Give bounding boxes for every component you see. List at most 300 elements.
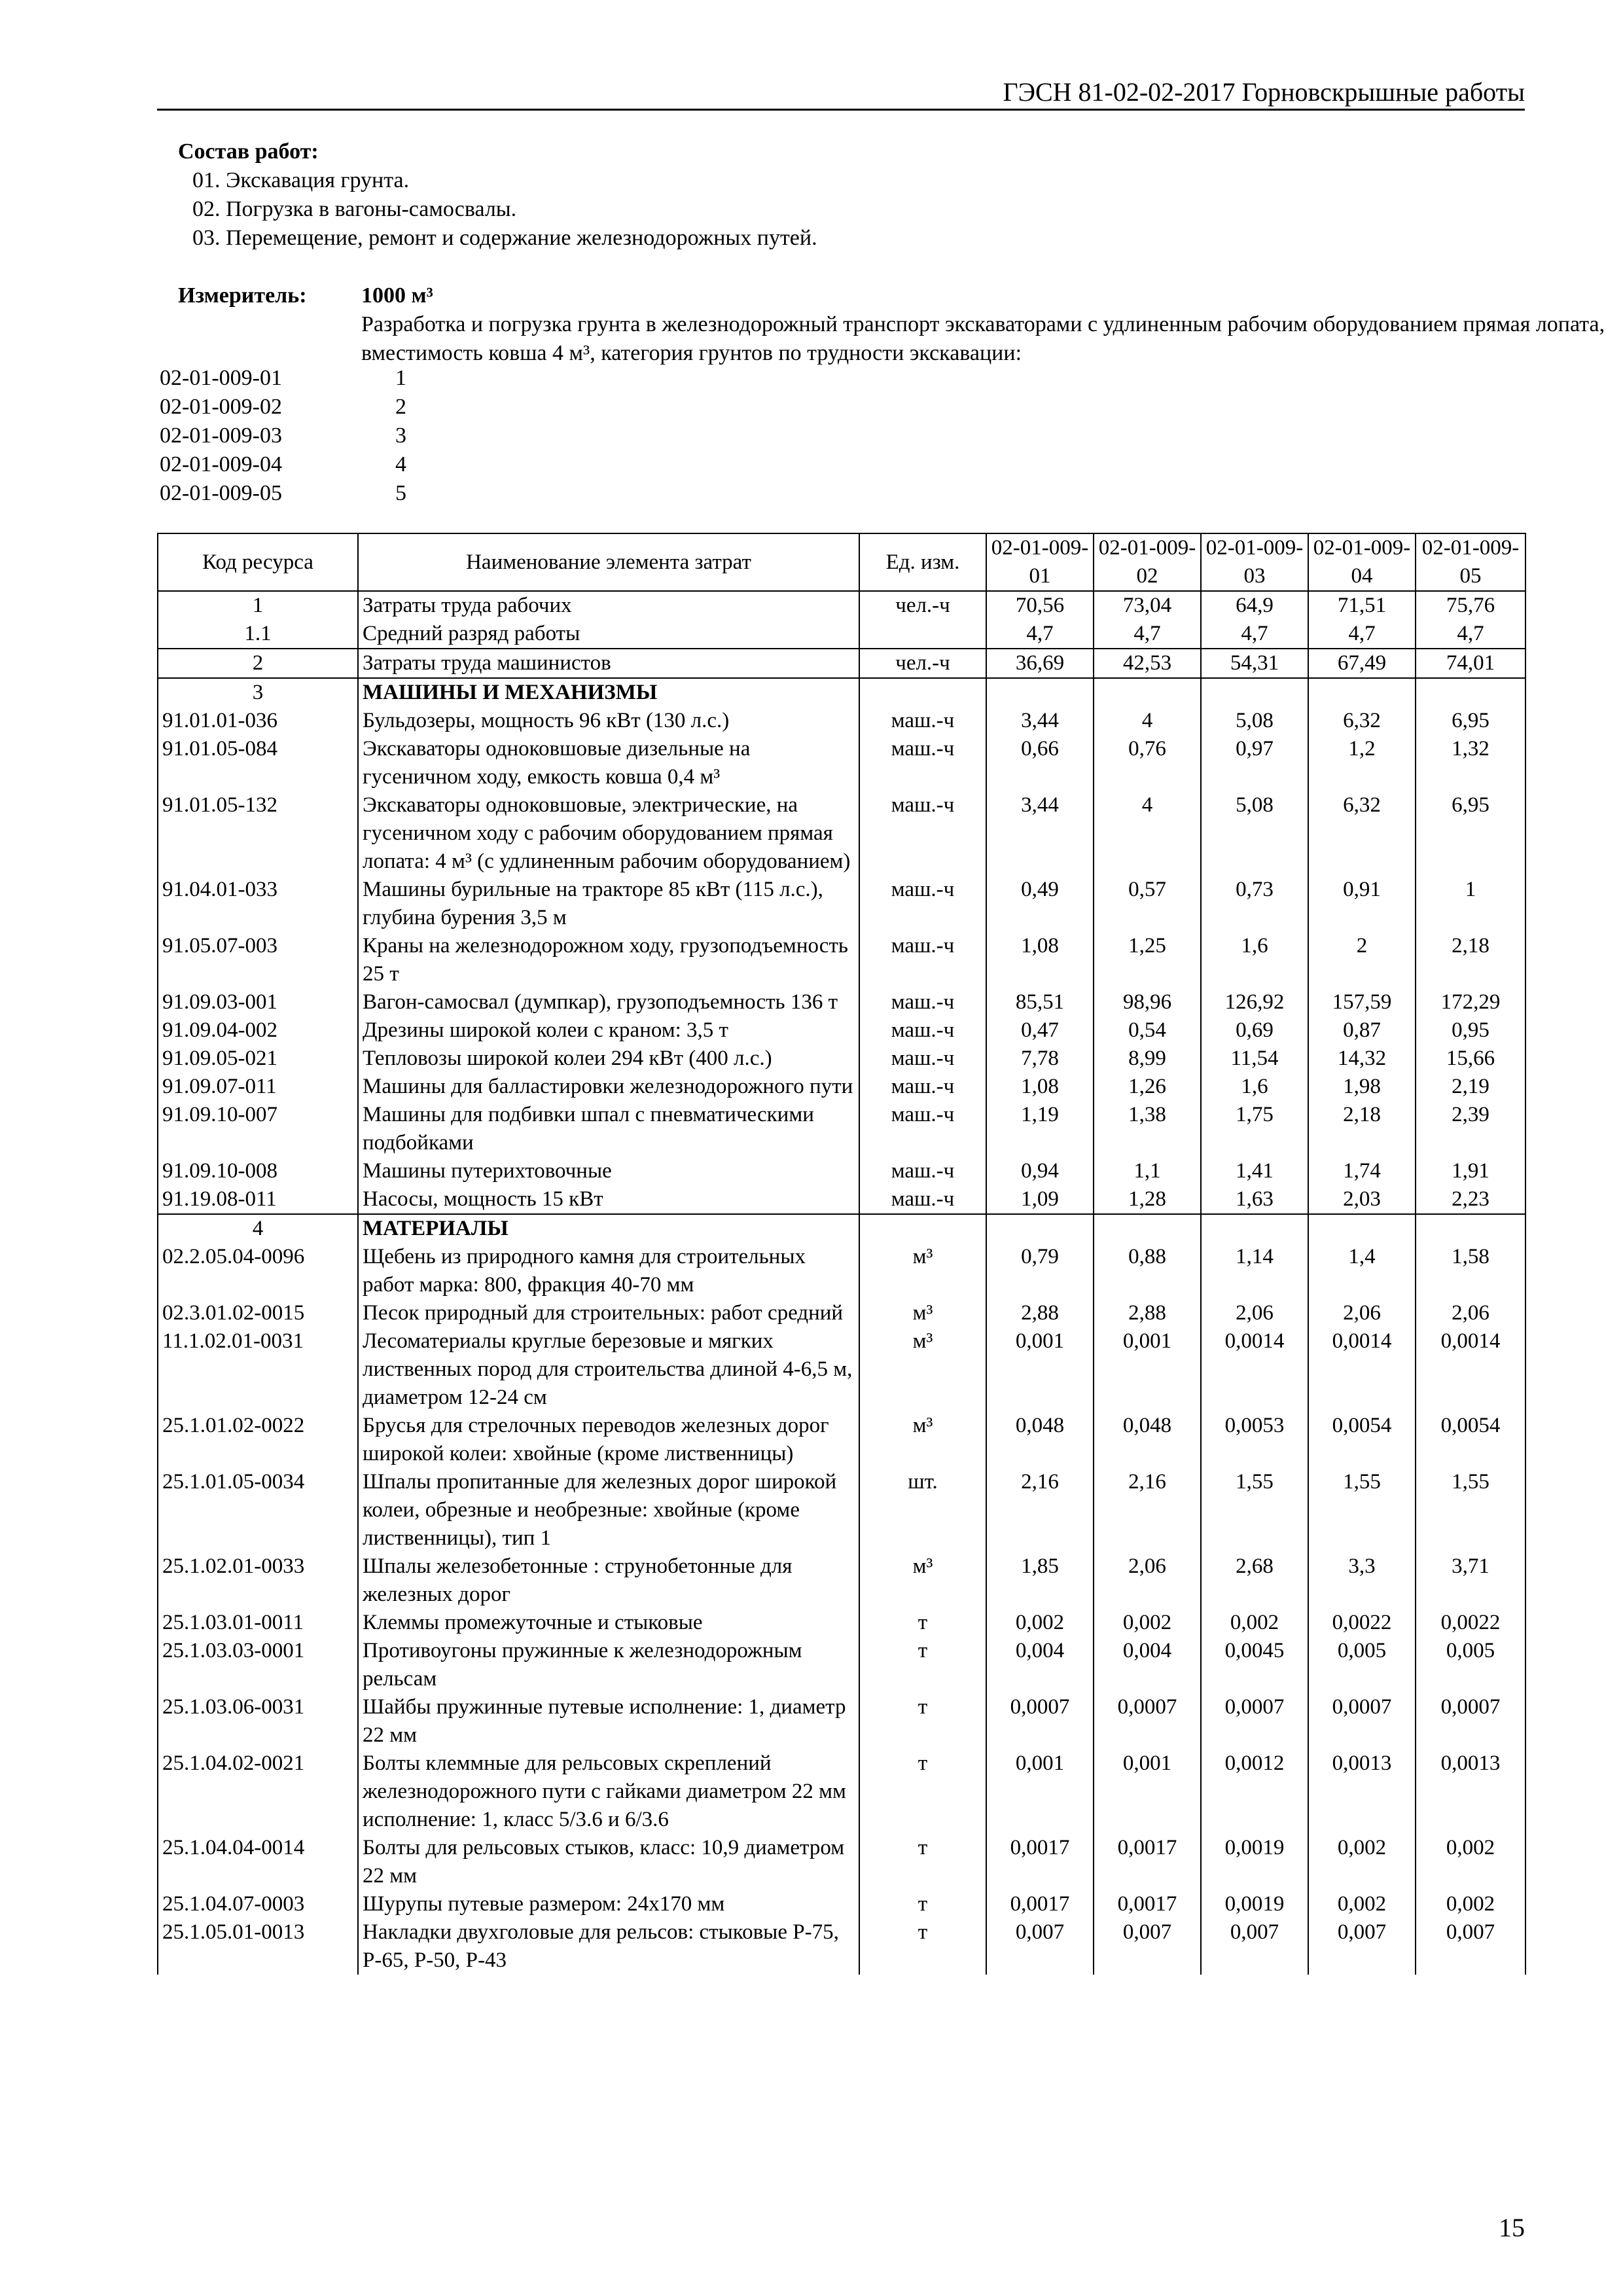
resource-unit: чел.-ч [859, 649, 986, 678]
norm-value: 0,0022 [1308, 1609, 1416, 1637]
resource-unit: м³ [859, 1327, 986, 1412]
soil-category: 4 [395, 452, 406, 476]
resource-name: Болты для рельсовых стыков, класс: 10,9 диаметром 22 мм [358, 1834, 859, 1890]
norm-value: 1,14 [1201, 1243, 1308, 1299]
norm-value: 4,7 [1308, 620, 1416, 649]
norm-value: 0,0013 [1416, 1749, 1525, 1834]
table-row [158, 735, 1525, 791]
resource-code: 25.1.01.02-0022 [158, 1412, 358, 1468]
resource-code: 25.1.03.06-0031 [158, 1693, 358, 1749]
resource-unit: т [859, 1749, 986, 1834]
resource-unit [859, 1214, 986, 1243]
resource-name: Клеммы промежуточные и стыковые [358, 1609, 859, 1637]
norm-value: 0,048 [1094, 1412, 1201, 1468]
norm-value: 0,004 [1094, 1637, 1201, 1693]
section-row [158, 1214, 1525, 1243]
norm-value: 0,001 [986, 1749, 1094, 1834]
meter-description: Разработка и погрузка грунта в железнодорожный транспорт экскаваторами с удлиненным рабочим оборудованием прямая лопата, вместимость ковша 4 м³, категория грунтов по трудности экскавации: [361, 312, 1605, 365]
resource-unit: маш.-ч [859, 876, 986, 932]
table-row [158, 1693, 1525, 1749]
resource-code: 91.09.05-021 [158, 1045, 358, 1073]
norm-value: 0,0017 [986, 1834, 1094, 1890]
norm-value: 0,0007 [986, 1693, 1094, 1749]
norm-value: 2,18 [1308, 1101, 1416, 1157]
norm-value: 0,005 [1308, 1637, 1416, 1693]
resource-name: Песок природный для строительных: работ средний [358, 1299, 859, 1327]
resource-code: 91.09.07-011 [158, 1073, 358, 1101]
norm-value: 3,71 [1416, 1552, 1525, 1609]
resource-code: 25.1.01.05-0034 [158, 1468, 358, 1552]
resource-code: 91.09.03-001 [158, 988, 358, 1016]
table-row [158, 1412, 1525, 1468]
table-row [158, 1157, 1525, 1185]
resource-unit: т [859, 1609, 986, 1637]
norm-value: 54,31 [1201, 649, 1308, 678]
table-row [158, 1101, 1525, 1157]
work-item: 03. Перемещение, ремонт и содержание железнодорожных путей. [192, 226, 817, 250]
resource-code: 91.04.01-033 [158, 876, 358, 932]
norm-value: 0,0014 [1416, 1327, 1525, 1412]
resource-unit: чел.-ч [859, 591, 986, 620]
norm-value: 0,95 [1416, 1016, 1525, 1045]
resource-unit: маш.-ч [859, 1073, 986, 1101]
norm-value: 0,57 [1094, 876, 1201, 932]
norm-value [986, 1214, 1094, 1243]
resource-code: 91.01.01-036 [158, 707, 358, 735]
resource-code: 1.1 [158, 620, 358, 649]
resource-code: 02.2.05.04-0096 [158, 1243, 358, 1299]
norm-value: 6,32 [1308, 791, 1416, 876]
norm-value: 0,002 [1094, 1609, 1201, 1637]
resource-unit: т [859, 1918, 986, 1975]
table-row [158, 1637, 1525, 1693]
resource-unit: м³ [859, 1552, 986, 1609]
resource-unit: т [859, 1834, 986, 1890]
soil-category: 3 [395, 423, 406, 448]
norm-value: 85,51 [986, 988, 1094, 1016]
norm-value: 0,0017 [1094, 1834, 1201, 1890]
norm-value: 15,66 [1416, 1045, 1525, 1073]
resource-name: Машины путерихтовочные [358, 1157, 859, 1185]
page-number: 15 [1499, 2213, 1525, 2242]
soil-category: 2 [395, 395, 406, 419]
norm-value: 70,56 [986, 591, 1094, 620]
norm-value: 1,6 [1201, 1073, 1308, 1101]
norm-value: 0,73 [1201, 876, 1308, 932]
resource-name: Вагон-самосвал (думпкар), грузоподъемность 136 т [358, 988, 859, 1016]
resource-name: Бульдозеры, мощность 96 кВт (130 л.с.) [358, 707, 859, 735]
norm-value: 42,53 [1094, 649, 1201, 678]
norm-value: 75,76 [1416, 591, 1525, 620]
header-title: ГЭСН 81-02-02-2017 Горновскрышные работы [1003, 77, 1525, 107]
norm-value: 172,29 [1416, 988, 1525, 1016]
table-row [158, 1890, 1525, 1918]
resource-unit: т [859, 1693, 986, 1749]
norm-value: 2,03 [1308, 1185, 1416, 1214]
table-row [158, 1609, 1525, 1637]
norm-value: 4 [1094, 707, 1201, 735]
norm-value: 0,0054 [1308, 1412, 1416, 1468]
norm-value: 2,23 [1416, 1185, 1525, 1214]
resource-code: 25.1.02.01-0033 [158, 1552, 358, 1609]
resource-name: Лесоматериалы круглые березовые и мягких лиственных пород для строительства длиной 4-6,5 м, диаметром 12-24 см [358, 1327, 859, 1412]
norm-value: 0,002 [1416, 1890, 1525, 1918]
norm-value: 64,9 [1201, 591, 1308, 620]
resource-unit: т [859, 1637, 986, 1693]
norm-value: 1,08 [986, 932, 1094, 988]
norm-value: 73,04 [1094, 591, 1201, 620]
norm-value: 0,001 [1094, 1327, 1201, 1412]
col-header-norm: 02-01-009-05 [1416, 533, 1525, 591]
table-row [158, 649, 1525, 678]
norm-value: 0,002 [1416, 1834, 1525, 1890]
norm-value: 2,16 [1094, 1468, 1201, 1552]
norm-value: 0,0017 [1094, 1890, 1201, 1918]
norm-value: 2 [1308, 932, 1416, 988]
resource-name: Болты клеммные для рельсовых скреплений железнодорожного пути с гайками диаметром 22 мм исполнение: 1, класс 5/3.6 и 6/3.6 [358, 1749, 859, 1834]
resource-name: Затраты труда машинистов [358, 649, 859, 678]
norm-value: 1,98 [1308, 1073, 1416, 1101]
col-header-code: Код ресурса [158, 533, 358, 591]
norm-value: 98,96 [1094, 988, 1201, 1016]
resource-code: 91.09.04-002 [158, 1016, 358, 1045]
norm-value: 0,0013 [1308, 1749, 1416, 1834]
table-row [158, 1045, 1525, 1073]
table-row [158, 988, 1525, 1016]
norm-value: 0,004 [986, 1637, 1094, 1693]
norm-value: 1,2 [1308, 735, 1416, 791]
norm-value: 0,0019 [1201, 1834, 1308, 1890]
resource-code: 91.09.10-008 [158, 1157, 358, 1185]
table-row [158, 707, 1525, 735]
col-header-name: Наименование элемента затрат [358, 533, 859, 591]
code: 02-01-009-01 [160, 366, 282, 390]
norm-value: 1,38 [1094, 1101, 1201, 1157]
code: 02-01-009-05 [160, 481, 282, 505]
norm-value [1094, 678, 1201, 707]
resource-unit [859, 620, 986, 649]
col-header-norm: 02-01-009-01 [986, 533, 1094, 591]
norm-value: 0,007 [1201, 1918, 1308, 1975]
work-composition [178, 137, 817, 253]
norm-value: 67,49 [1308, 649, 1416, 678]
resource-code: 25.1.05.01-0013 [158, 1918, 358, 1975]
norm-value: 0,0007 [1416, 1693, 1525, 1749]
resource-unit: маш.-ч [859, 988, 986, 1016]
norm-value: 1,28 [1094, 1185, 1201, 1214]
col-header-norm: 02-01-009-02 [1094, 533, 1201, 591]
norm-value: 1,4 [1308, 1243, 1416, 1299]
norm-value: 0,0017 [986, 1890, 1094, 1918]
norm-value: 14,32 [1308, 1045, 1416, 1073]
table-row [158, 591, 1525, 620]
norm-value: 0,49 [986, 876, 1094, 932]
norm-value: 126,92 [1201, 988, 1308, 1016]
code: 02-01-009-02 [160, 395, 282, 419]
norm-value: 0,002 [1308, 1890, 1416, 1918]
table-row [158, 1185, 1525, 1214]
table-row [158, 1918, 1525, 1975]
code-list-item [160, 479, 552, 508]
norm-value: 4,7 [1416, 620, 1525, 649]
resource-code: 91.01.05-084 [158, 735, 358, 791]
norm-value: 0,0007 [1094, 1693, 1201, 1749]
code-list-item [160, 422, 552, 450]
norm-value: 0,001 [986, 1327, 1094, 1412]
norm-value [1416, 678, 1525, 707]
table-row [158, 620, 1525, 649]
norm-value: 0,79 [986, 1243, 1094, 1299]
norm-value: 1,25 [1094, 932, 1201, 988]
resource-unit: шт. [859, 1468, 986, 1552]
norm-value [1201, 1214, 1308, 1243]
norm-value: 0,69 [1201, 1016, 1308, 1045]
norm-value: 1,58 [1416, 1243, 1525, 1299]
resource-unit: м³ [859, 1299, 986, 1327]
resource-name: МАТЕРИАЛЫ [358, 1214, 859, 1243]
code-list-item [160, 393, 552, 422]
norm-value [1201, 678, 1308, 707]
table-row [158, 932, 1525, 988]
norm-value: 1,55 [1201, 1468, 1308, 1552]
norm-value: 1,09 [986, 1185, 1094, 1214]
resource-unit: маш.-ч [859, 932, 986, 988]
table-row [158, 1073, 1525, 1101]
norm-value: 0,66 [986, 735, 1094, 791]
resource-code: 2 [158, 649, 358, 678]
norm-value: 2,39 [1416, 1101, 1525, 1157]
soil-category: 5 [395, 481, 406, 505]
norm-value: 4,7 [1094, 620, 1201, 649]
soil-category: 1 [395, 366, 406, 390]
norm-value [986, 678, 1094, 707]
norm-value: 1,32 [1416, 735, 1525, 791]
resource-name: Брусья для стрелочных переводов железных дорог широкой колеи: хвойные (кроме лиственницы) [358, 1412, 859, 1468]
col-header-norm: 02-01-009-03 [1201, 533, 1308, 591]
norm-value: 0,97 [1201, 735, 1308, 791]
resource-unit: маш.-ч [859, 707, 986, 735]
resource-code: 25.1.04.02-0021 [158, 1749, 358, 1834]
resource-unit: м³ [859, 1243, 986, 1299]
code-list [160, 364, 552, 508]
norm-value: 1,75 [1201, 1101, 1308, 1157]
norm-value: 0,88 [1094, 1243, 1201, 1299]
table-row [158, 1327, 1525, 1412]
meter-unit: 1000 м³ [361, 283, 433, 308]
norm-value: 2,06 [1094, 1552, 1201, 1609]
norm-value: 0,0053 [1201, 1412, 1308, 1468]
norm-value: 0,91 [1308, 876, 1416, 932]
norm-value: 2,06 [1201, 1299, 1308, 1327]
norm-value: 0,94 [986, 1157, 1094, 1185]
resource-code: 25.1.04.07-0003 [158, 1890, 358, 1918]
norm-value: 1,85 [986, 1552, 1094, 1609]
norm-value: 0,001 [1094, 1749, 1201, 1834]
resource-code: 91.09.10-007 [158, 1101, 358, 1157]
norm-value: 11,54 [1201, 1045, 1308, 1073]
table-row [158, 1552, 1525, 1609]
table-row [158, 1834, 1525, 1890]
resource-code: 25.1.03.01-0011 [158, 1609, 358, 1637]
resource-name: Краны на железнодорожном ходу, грузоподъемность 25 т [358, 932, 859, 988]
norm-value: 4,7 [1201, 620, 1308, 649]
resource-code: 11.1.02.01-0031 [158, 1327, 358, 1412]
resource-name: Машины для подбивки шпал с пневматическими подбойками [358, 1101, 859, 1157]
table-row [158, 1299, 1525, 1327]
norm-value: 0,0019 [1201, 1890, 1308, 1918]
resource-name: Тепловозы широкой колеи 294 кВт (400 л.с.) [358, 1045, 859, 1073]
resource-unit: маш.-ч [859, 1101, 986, 1157]
resource-name: Машины бурильные на тракторе 85 кВт (115 л.с.), глубина бурения 3,5 м [358, 876, 859, 932]
norm-value: 1 [1416, 876, 1525, 932]
norm-value: 0,0012 [1201, 1749, 1308, 1834]
resource-code: 3 [158, 678, 358, 707]
resource-code: 02.3.01.02-0015 [158, 1299, 358, 1327]
resource-name: Экскаваторы одноковшовые, электрические, на гусеничном ходу с рабочим оборудованием прямая лопата: 4 м³ (с удлиненным рабочим оборудованием) [358, 791, 859, 876]
norm-value: 1,6 [1201, 932, 1308, 988]
norm-value: 0,0014 [1308, 1327, 1416, 1412]
norm-value: 0,0007 [1308, 1693, 1416, 1749]
norm-value: 2,88 [986, 1299, 1094, 1327]
norm-value: 74,01 [1416, 649, 1525, 678]
table-row [158, 1243, 1525, 1299]
resource-unit: маш.-ч [859, 1185, 986, 1214]
norm-value: 2,16 [986, 1468, 1094, 1552]
norm-value: 0,002 [986, 1609, 1094, 1637]
norm-value: 2,19 [1416, 1073, 1525, 1101]
norm-value: 0,002 [1201, 1609, 1308, 1637]
norm-value: 7,78 [986, 1045, 1094, 1073]
norm-value: 0,002 [1308, 1834, 1416, 1890]
table-row [158, 876, 1525, 932]
resource-table [157, 533, 1526, 1975]
norm-value: 1,63 [1201, 1185, 1308, 1214]
norm-value: 1,08 [986, 1073, 1094, 1101]
resource-unit: маш.-ч [859, 735, 986, 791]
resource-name: Шпалы железобетонные : струнобетонные для железных дорог [358, 1552, 859, 1609]
composition-title: Состав работ: [178, 139, 319, 164]
norm-value: 6,95 [1416, 707, 1525, 735]
norm-value: 2,06 [1416, 1299, 1525, 1327]
norm-value: 3,44 [986, 707, 1094, 735]
col-header-norm: 02-01-009-04 [1308, 533, 1416, 591]
norm-value: 36,69 [986, 649, 1094, 678]
resource-name: Щебень из природного камня для строительных работ марка: 800, фракция 40-70 мм [358, 1243, 859, 1299]
norm-value: 1,55 [1416, 1468, 1525, 1552]
table-body [158, 591, 1525, 1975]
resource-unit: т [859, 1890, 986, 1918]
norm-value [1094, 1214, 1201, 1243]
resource-name: Накладки двухголовые для рельсов: стыковые Р-75, Р-65, Р-50, Р-43 [358, 1918, 859, 1975]
norm-value: 0,0054 [1416, 1412, 1525, 1468]
resource-code: 4 [158, 1214, 358, 1243]
table-row [158, 1016, 1525, 1045]
norm-value: 3,44 [986, 791, 1094, 876]
resource-unit: маш.-ч [859, 791, 986, 876]
norm-value: 6,32 [1308, 707, 1416, 735]
norm-value: 0,0022 [1416, 1609, 1525, 1637]
work-item: 01. Экскавация грунта. [192, 168, 410, 192]
norm-value: 0,007 [986, 1918, 1094, 1975]
norm-value: 0,54 [1094, 1016, 1201, 1045]
norm-value: 2,88 [1094, 1299, 1201, 1327]
resource-unit: маш.-ч [859, 1016, 986, 1045]
norm-value: 0,007 [1308, 1918, 1416, 1975]
table-header-row [158, 533, 1525, 591]
norm-value: 2,68 [1201, 1552, 1308, 1609]
norm-value: 0,005 [1416, 1637, 1525, 1693]
norm-value: 3,3 [1308, 1552, 1416, 1609]
resource-name: Шурупы путевые размером: 24х170 мм [358, 1890, 859, 1918]
resource-unit: м³ [859, 1412, 986, 1468]
norm-value: 1,41 [1201, 1157, 1308, 1185]
norm-value: 1,1 [1094, 1157, 1201, 1185]
work-item: 02. Погрузка в вагоны-самосвалы. [192, 197, 517, 221]
norm-value: 5,08 [1201, 707, 1308, 735]
resource-code: 25.1.04.04-0014 [158, 1834, 358, 1890]
norm-value: 0,0014 [1201, 1327, 1308, 1412]
norm-value: 1,55 [1308, 1468, 1416, 1552]
page-header [157, 76, 1525, 111]
code-list-item [160, 450, 552, 479]
resource-code: 25.1.03.03-0001 [158, 1637, 358, 1693]
norm-value: 2,18 [1416, 932, 1525, 988]
norm-value: 0,048 [986, 1412, 1094, 1468]
resource-name: МАШИНЫ И МЕХАНИЗМЫ [358, 678, 859, 707]
norm-value [1308, 678, 1416, 707]
resource-name: Шайбы пружинные путевые исполнение: 1, диаметр 22 мм [358, 1693, 859, 1749]
norm-value: 0,76 [1094, 735, 1201, 791]
resource-unit: маш.-ч [859, 1157, 986, 1185]
resource-code: 91.05.07-003 [158, 932, 358, 988]
resource-name: Шпалы пропитанные для железных дорог широкой колеи, обрезные и необрезные: хвойные (кроме лиственницы), тип 1 [358, 1468, 859, 1552]
norm-value: 0,87 [1308, 1016, 1416, 1045]
norm-value: 0,007 [1094, 1918, 1201, 1975]
table-row [158, 1468, 1525, 1552]
code-list-item [160, 364, 552, 393]
resource-name: Противоугоны пружинные к железнодорожным рельсам [358, 1637, 859, 1693]
norm-value: 157,59 [1308, 988, 1416, 1016]
table-row [158, 791, 1525, 876]
norm-value: 4,7 [986, 620, 1094, 649]
table-row [158, 1749, 1525, 1834]
norm-value: 1,19 [986, 1101, 1094, 1157]
resource-unit [859, 678, 986, 707]
norm-value: 1,74 [1308, 1157, 1416, 1185]
norm-value: 0,0045 [1201, 1637, 1308, 1693]
norm-value: 1,26 [1094, 1073, 1201, 1101]
resource-code: 91.01.05-132 [158, 791, 358, 876]
code: 02-01-009-03 [160, 423, 282, 448]
code: 02-01-009-04 [160, 452, 282, 476]
resource-name: Дрезины широкой колеи с краном: 3,5 т [358, 1016, 859, 1045]
section-row [158, 678, 1525, 707]
norm-value: 6,95 [1416, 791, 1525, 876]
norm-value: 0,47 [986, 1016, 1094, 1045]
meter-label: Измеритель: [178, 283, 307, 308]
norm-value: 4 [1094, 791, 1201, 876]
resource-name: Средний разряд работы [358, 620, 859, 649]
resource-name: Затраты труда рабочих [358, 591, 859, 620]
col-header-unit: Ед. изм. [859, 533, 986, 591]
resource-name: Машины для балластировки железнодорожного пути [358, 1073, 859, 1101]
norm-value: 0,007 [1416, 1918, 1525, 1975]
norm-value: 8,99 [1094, 1045, 1201, 1073]
norm-value: 1,91 [1416, 1157, 1525, 1185]
resource-unit: маш.-ч [859, 1045, 986, 1073]
resource-name: Экскаваторы одноковшовые дизельные на гусеничном ходу, емкость ковша 0,4 м³ [358, 735, 859, 791]
norm-value [1416, 1214, 1525, 1243]
